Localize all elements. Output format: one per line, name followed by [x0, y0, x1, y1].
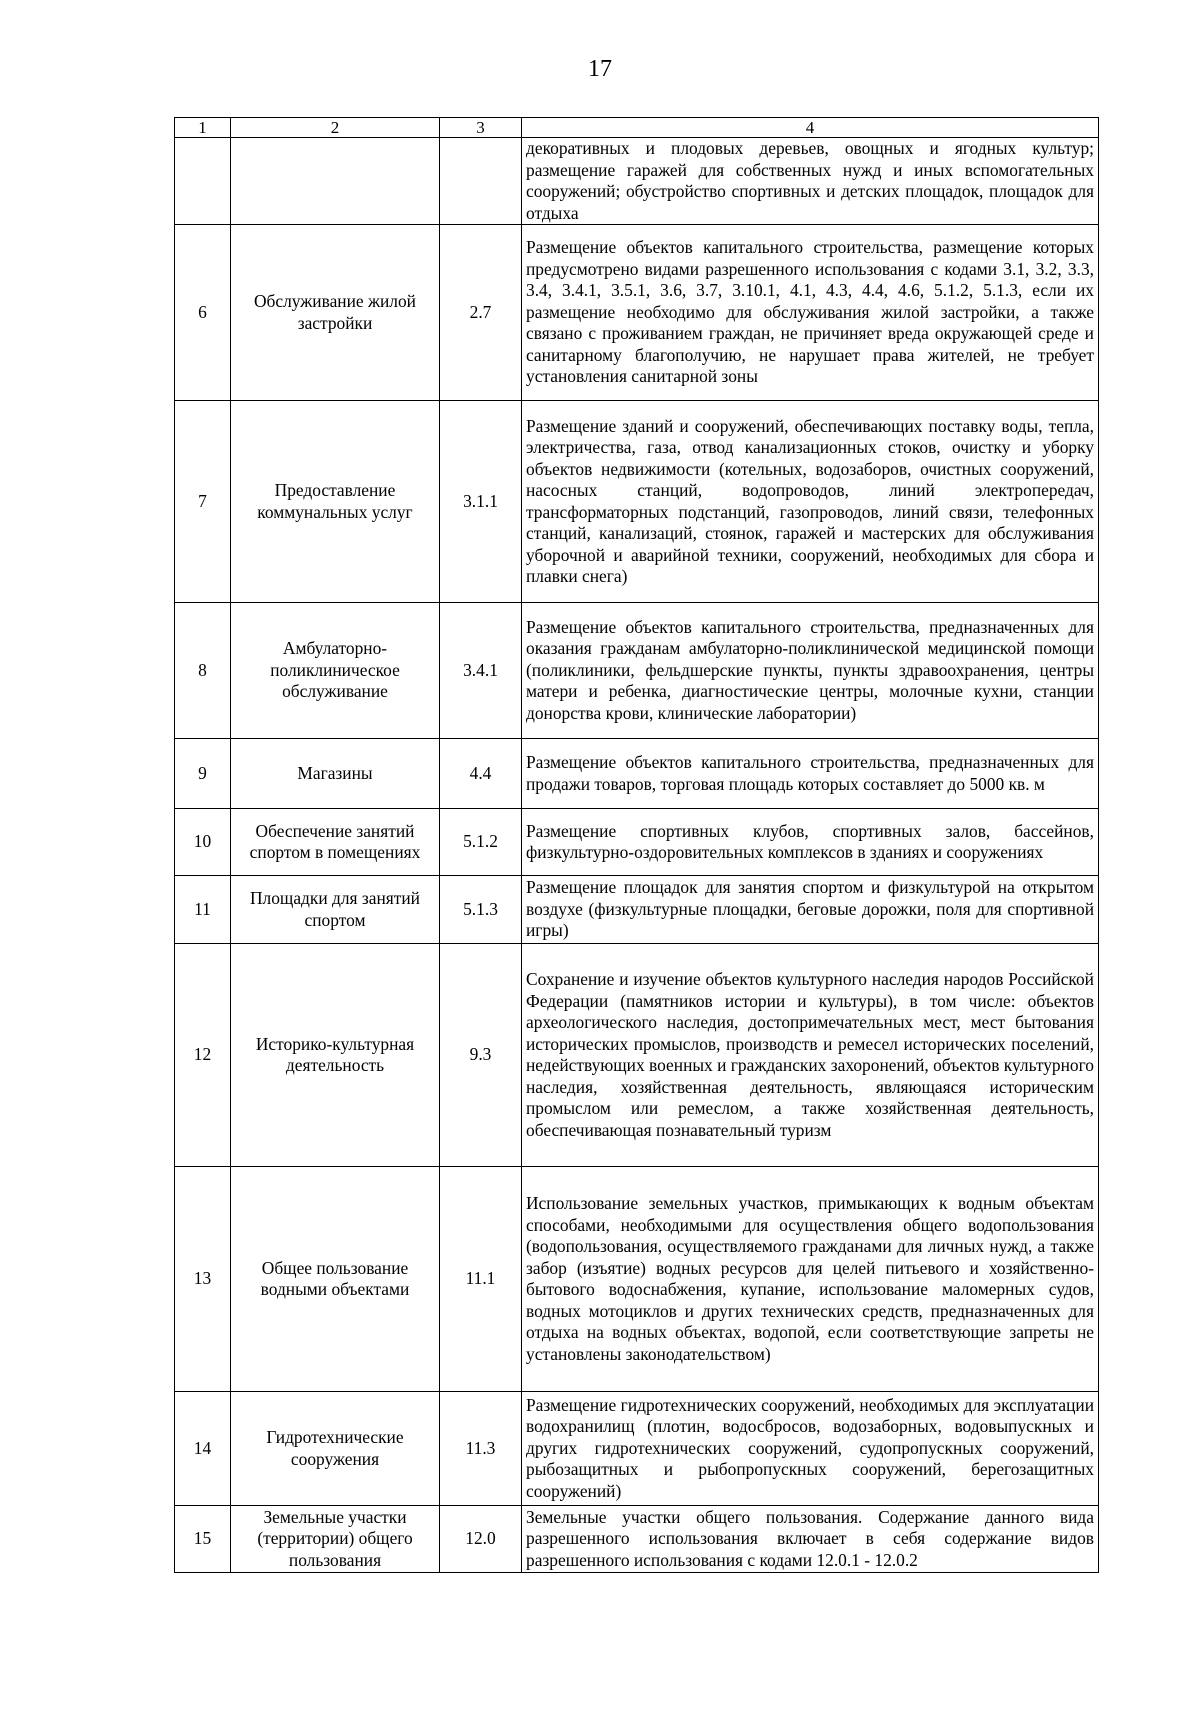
code-cell: 4.4	[440, 739, 522, 809]
table-row	[175, 401, 1099, 603]
page-number: 17	[588, 56, 612, 82]
name-cell: Обеспечение занятий спортом в помещениях	[231, 809, 440, 876]
code-cell: 2.7	[440, 225, 522, 401]
name-cell: Общее пользование водными объектами	[231, 1167, 440, 1392]
table-row	[175, 603, 1099, 739]
name-cell: Земельные участки (территории) общего пользования	[231, 1506, 440, 1573]
name-cell: Историко-культурная деятельность	[231, 944, 440, 1167]
description-cell: Размещение зданий и сооружений, обеспечивающих поставку воды, тепла, электричества, газа, отвод канализационных стоков, очистку и уборку объектов недвижимости (котельных, водозаборов, очистных сооружений, насосных станций, водопроводов, линий электропередач, трансформаторных подстанций, газопроводов, линий связи, телефонных станций, канализаций, стоянок, гаражей и мастерских для обслуживания уборочной и аварийной техники, сооружений, необходимых для сбора и плавки снега)	[522, 401, 1099, 603]
code-cell: 5.1.3	[440, 876, 522, 944]
table-header-row	[175, 118, 1099, 138]
description-cell: декоративных и плодовых деревьев, овощных и ягодных культур; размещение гаражей для собственных нужд и иных вспомогательных сооружений; обустройство спортивных и детских площадок, площадок для отдыха	[522, 138, 1099, 225]
description-cell: Сохранение и изучение объектов культурного наследия народов Российской Федерации (памятников истории и культуры), в том числе: объектов археологического наследия, достопримечательных мест, мест бытования исторических промыслов, производств и ремесел исторических поселений, недействующих военных и гражданских захоронений, объектов культурного наследия, хозяйственная деятельность, являющаяся историческим промыслом или ремеслом, а также хозяйственная деятельность, обеспечивающая познавательный туризм	[522, 944, 1099, 1167]
table-row	[175, 1167, 1099, 1392]
description-cell: Размещение объектов капитального строительства, предназначенных для продажи товаров, торговая площадь которых составляет до 5000 кв. м	[522, 739, 1099, 809]
table-row	[175, 1506, 1099, 1573]
table-row	[175, 739, 1099, 809]
header-cell: 2	[231, 118, 440, 138]
description-cell: Размещение гидротехнических сооружений, необходимых для эксплуатации водохранилищ (плотин, водосбросов, водозаборных, водовыпускных и других гидротехнических сооружений, судопропускных сооружений, рыбозащитных и рыбопропускных сооружений, берегозащитных сооружений)	[522, 1392, 1099, 1506]
header-cell: 4	[522, 118, 1099, 138]
code-cell: 12.0	[440, 1506, 522, 1573]
description-cell: Земельные участки общего пользования. Содержание данного вида разрешенного использования включает в себя содержание видов разрешенного использования с кодами 12.0.1 - 12.0.2	[522, 1506, 1099, 1573]
row-number-cell: 8	[175, 603, 231, 739]
land-use-table	[174, 117, 1099, 1573]
header-cell: 3	[440, 118, 522, 138]
row-number-cell: 7	[175, 401, 231, 603]
row-number-cell: 13	[175, 1167, 231, 1392]
row-number-cell: 14	[175, 1392, 231, 1506]
name-cell	[231, 138, 440, 225]
row-number-cell	[175, 138, 231, 225]
row-number-cell: 10	[175, 809, 231, 876]
code-cell	[440, 138, 522, 225]
description-cell: Размещение спортивных клубов, спортивных залов, бассейнов, физкультурно-оздоровительных комплексов в зданиях и сооружениях	[522, 809, 1099, 876]
code-cell: 3.4.1	[440, 603, 522, 739]
row-number-cell: 15	[175, 1506, 231, 1573]
row-number-cell: 9	[175, 739, 231, 809]
name-cell: Площадки для занятий спортом	[231, 876, 440, 944]
description-cell: Размещение объектов капитального строительства, предназначенных для оказания гражданам амбулаторно-поликлинической медицинской помощи (поликлиники, фельдшерские пункты, пункты здравоохранения, центры матери и ребенка, диагностические центры, молочные кухни, станции донорства крови, клинические лаборатории)	[522, 603, 1099, 739]
row-number-cell: 6	[175, 225, 231, 401]
description-cell: Размещение объектов капитального строительства, размещение которых предусмотрено видами разрешенного использования с кодами 3.1, 3.2, 3.3, 3.4, 3.4.1, 3.5.1, 3.6, 3.7, 3.10.1, 4.1, 4.3, 4.4, 4.6, 5.1.2, 5.1.3, если их размещение необходимо для обслуживания жилой застройки, а также связано с проживанием граждан, не причиняет вреда окружающей среде и санитарному благополучию, не нарушает права жителей, не требует установления санитарной зоны	[522, 225, 1099, 401]
code-cell: 3.1.1	[440, 401, 522, 603]
table-row	[175, 944, 1099, 1167]
code-cell: 11.1	[440, 1167, 522, 1392]
header-cell: 1	[175, 118, 231, 138]
code-cell: 5.1.2	[440, 809, 522, 876]
name-cell: Амбулаторно-поликлиническое обслуживание	[231, 603, 440, 739]
code-cell: 11.3	[440, 1392, 522, 1506]
name-cell: Магазины	[231, 739, 440, 809]
row-number-cell: 12	[175, 944, 231, 1167]
table-row	[175, 1392, 1099, 1506]
row-number-cell: 11	[175, 876, 231, 944]
table-row	[175, 809, 1099, 876]
name-cell: Предоставление коммунальных услуг	[231, 401, 440, 603]
description-cell: Размещение площадок для занятия спортом и физкультурой на открытом воздухе (физкультурные площадки, беговые дорожки, поля для спортивной игры)	[522, 876, 1099, 944]
table-row	[175, 138, 1099, 225]
table-row	[175, 876, 1099, 944]
name-cell: Гидротехнические сооружения	[231, 1392, 440, 1506]
table-row	[175, 225, 1099, 401]
description-cell: Использование земельных участков, примыкающих к водным объектам способами, необходимыми для осуществления общего водопользования (водопользования, осуществляемого гражданами для личных нужд, а также забор (изъятие) водных ресурсов для целей питьевого и хозяйственно-бытового водоснабжения, купание, использование маломерных судов, водных мотоциклов и других технических средств, предназначенных для отдыха на водных объектах, водопой, если соответствующие запреты не установлены законодательством)	[522, 1167, 1099, 1392]
name-cell: Обслуживание жилой застройки	[231, 225, 440, 401]
code-cell: 9.3	[440, 944, 522, 1167]
